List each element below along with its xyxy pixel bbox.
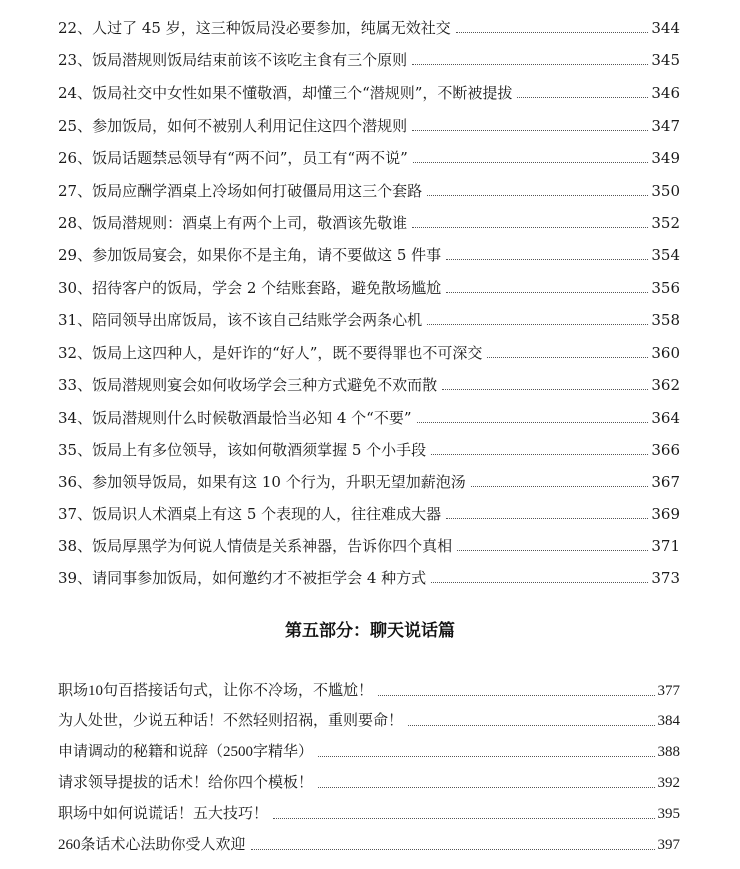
dot-leader [431, 454, 648, 455]
toc-entry[interactable] [58, 339, 680, 363]
toc-entry-title: 36、参加领导饭局，如果有这 10 个行为，升职无望加薪泡汤 [58, 473, 466, 491]
dot-leader [273, 818, 654, 819]
toc-entry-title: 为人处世，少说五种话！不然轻则招祸，重则要命！ [58, 713, 404, 729]
dot-leader [457, 550, 648, 551]
toc-entry-title: 申请调动的秘籍和说辞（2500字精华） [58, 744, 314, 760]
toc-entry[interactable] [58, 677, 680, 701]
toc-entry[interactable] [58, 177, 680, 201]
toc-entry-title: 29、参加饭局宴会，如果你不是主角，请不要做这 5 件事 [58, 246, 442, 264]
dot-leader [446, 259, 648, 260]
toc-entry[interactable] [58, 79, 680, 103]
dot-leader [318, 787, 654, 788]
toc-entry-title: 33、饭局潜规则宴会如何收场学会三种方式避免不欢而散 [58, 376, 438, 394]
dot-leader [446, 518, 648, 519]
toc-entry[interactable] [58, 532, 680, 556]
toc-entry[interactable] [58, 738, 680, 762]
toc-entry[interactable] [58, 209, 680, 233]
dot-leader [412, 227, 648, 228]
dot-leader [427, 195, 648, 196]
toc-entry[interactable] [58, 564, 680, 588]
toc-entry-page: 367 [651, 473, 680, 491]
toc-entry-page: 388 [657, 744, 680, 760]
toc-entry-page: 345 [651, 51, 680, 69]
toc-entry-title: 39、请同事参加饭局，如何邀约才不被拒学会 4 种方式 [58, 569, 427, 587]
toc-entry-page: 373 [651, 569, 680, 587]
toc-entry-title: 26、饭局话题禁忌领导有“两不问”，员工有“两不说” [58, 149, 408, 167]
toc-entry-page: 377 [657, 683, 680, 699]
toc-entry-page: 352 [651, 214, 680, 232]
toc-entry-page: 366 [651, 441, 680, 459]
dot-leader [487, 357, 648, 358]
toc-entry[interactable] [58, 468, 680, 492]
toc-entry-title: 22、人过了 45 岁，这三种饭局没必要参加，纯属无效社交 [58, 19, 451, 37]
toc-entry-page: 384 [657, 713, 680, 729]
toc-entry-title: 职场中如何说谎话！五大技巧！ [58, 806, 269, 822]
toc-entry-title: 27、饭局应酬学酒桌上冷场如何打破僵局用这三个套路 [58, 182, 423, 200]
toc-entry[interactable] [58, 241, 680, 265]
toc-entry[interactable] [58, 500, 680, 524]
dot-leader [251, 849, 655, 850]
dot-leader [517, 97, 648, 98]
toc-entry-page: 344 [651, 19, 680, 37]
dot-leader [427, 324, 648, 325]
dot-leader [431, 582, 648, 583]
toc-entry-title: 31、陪同领导出席饭局，该不该自己结账学会两条心机 [58, 311, 423, 329]
toc-entry-title: 28、饭局潜规则：酒桌上有两个上司，敬酒该先敬谁 [58, 214, 408, 232]
toc-entry-title: 23、饭局潜规则饭局结束前该不该吃主食有三个原则 [58, 51, 408, 69]
toc-entry-title: 38、饭局厚黑学为何说人情债是关系神器，告诉你四个真相 [58, 537, 453, 555]
toc-entry-page: 346 [651, 84, 680, 102]
toc-entry-title: 请求领导提拔的话术！给你四个模板！ [58, 775, 314, 791]
toc-entry-title: 职场10句百搭接话句式，让你不冷场，不尴尬！ [58, 683, 374, 699]
toc-entry[interactable] [58, 274, 680, 298]
toc-entry[interactable] [58, 707, 680, 731]
toc-entry-page: 356 [651, 279, 680, 297]
toc-entry-page: 362 [651, 376, 680, 394]
toc-entry-page: 395 [657, 806, 680, 822]
dot-leader [378, 695, 654, 696]
toc-entry-title: 37、饭局识人术酒桌上有这 5 个表现的人，往往难成大器 [58, 505, 442, 523]
toc-entry-title: 24、饭局社交中女性如果不懂敬酒，却懂三个“潜规则”，不断被提拔 [58, 84, 513, 102]
toc-entry-title: 32、饭局上这四种人，是奸诈的“好人”，既不要得罪也不可深交 [58, 344, 483, 362]
toc-entry-page: 371 [651, 537, 680, 555]
toc-entry[interactable] [58, 112, 680, 136]
toc-entry[interactable] [58, 831, 680, 855]
dot-leader [471, 486, 649, 487]
toc-entry-page: 349 [651, 149, 680, 167]
toc-entry-title: 25、参加饭局，如何不被别人利用记住这四个潜规则 [58, 117, 408, 135]
toc-entry-page: 369 [651, 505, 680, 523]
dot-leader [456, 32, 649, 33]
toc-entry-page: 347 [651, 117, 680, 135]
toc-entry-page: 358 [651, 311, 680, 329]
toc-entry-page: 392 [657, 775, 680, 791]
dot-leader [413, 162, 649, 163]
toc-entry-page: 360 [651, 344, 680, 362]
dot-leader [412, 64, 648, 65]
toc-entry-title: 34、饭局潜规则什么时候敬酒最恰当必知 4 个“不要” [58, 409, 412, 427]
toc-entry[interactable] [58, 800, 680, 824]
dot-leader [442, 389, 648, 390]
toc-entry-title: 35、饭局上有多位领导，该如何敬酒须掌握 5 个小手段 [58, 441, 427, 459]
toc-entry[interactable] [58, 306, 680, 330]
dot-leader [417, 422, 649, 423]
dot-leader [446, 292, 648, 293]
toc-entry-title: 260条话术心法助你受人欢迎 [58, 837, 246, 853]
dot-leader [408, 725, 654, 726]
toc-entry-page: 354 [651, 246, 680, 264]
toc-entry-page: 350 [651, 182, 680, 200]
dot-leader [412, 130, 648, 131]
toc-entry[interactable] [58, 404, 680, 428]
toc-entry[interactable] [58, 436, 680, 460]
section-heading: 第五部分：聊天说话篇 [285, 621, 455, 641]
toc-entry[interactable] [58, 14, 680, 38]
toc-entry-title: 30、招待客户的饭局，学会 2 个结账套路，避免散场尴尬 [58, 279, 442, 297]
toc-entry[interactable] [58, 46, 680, 70]
toc-entry-page: 364 [651, 409, 680, 427]
toc-entry-page: 397 [657, 837, 680, 853]
toc-entry[interactable] [58, 144, 680, 168]
toc-entry[interactable] [58, 371, 680, 395]
dot-leader [318, 756, 654, 757]
toc-entry[interactable] [58, 769, 680, 793]
